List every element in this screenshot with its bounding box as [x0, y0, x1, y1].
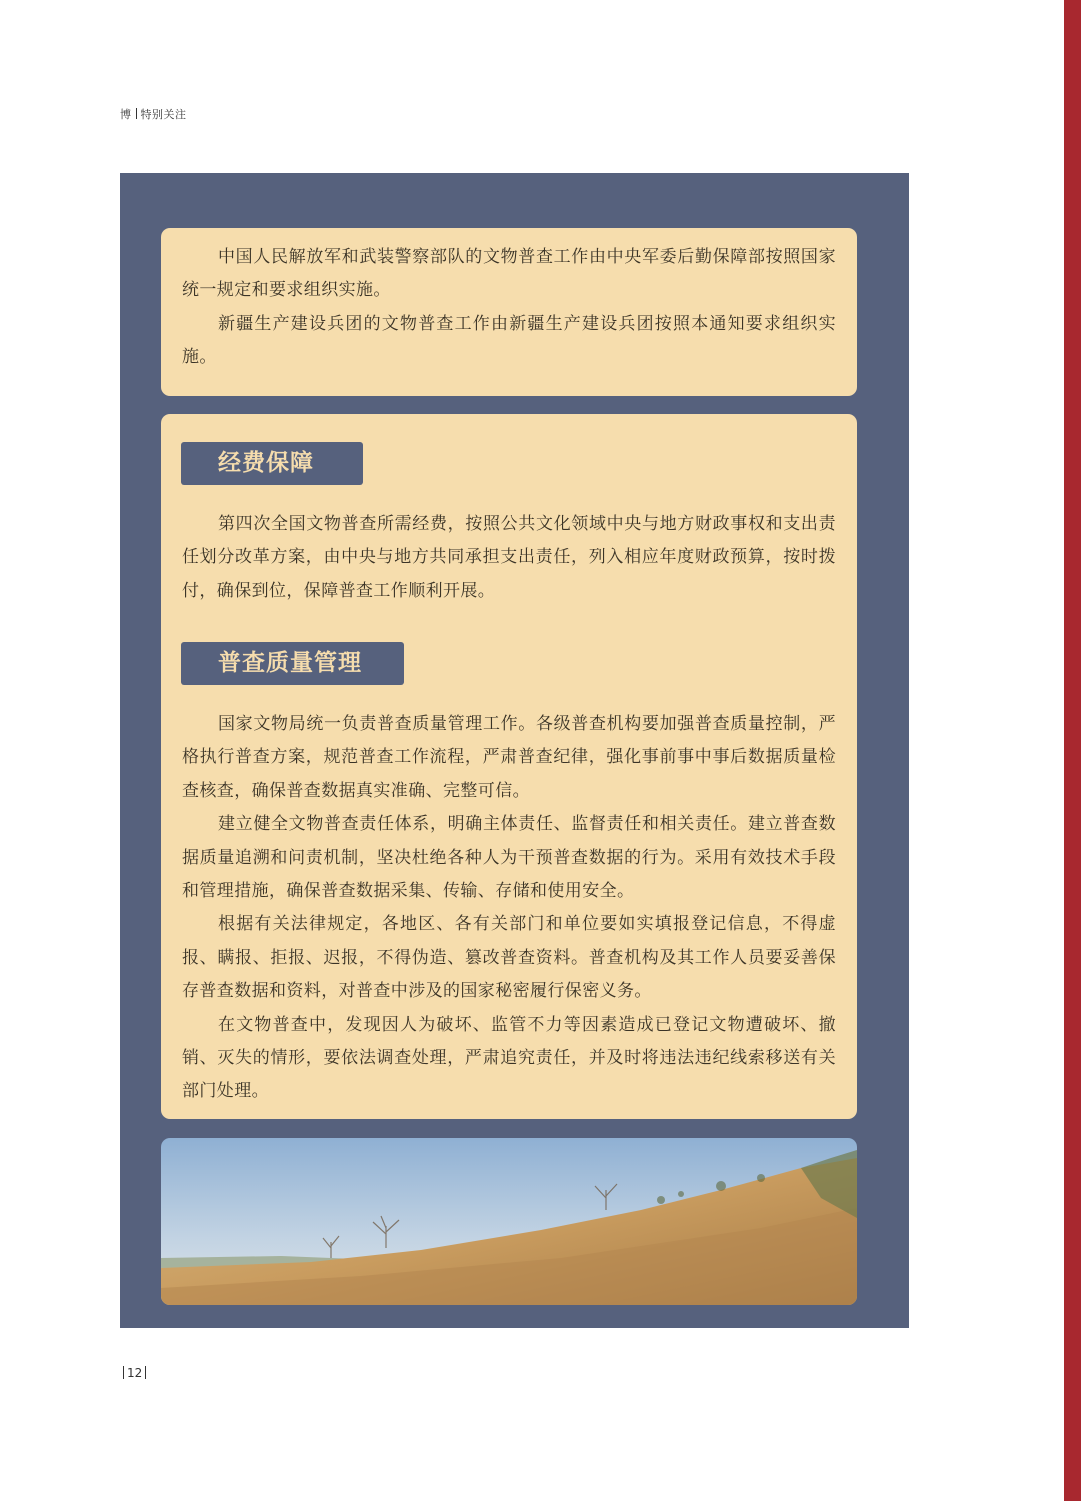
- quality-paragraph-2: 建立健全文物普查责任体系，明确主体责任、监督责任和相关责任。建立普查数据质量追溯和问责机制，坚决杜绝各种人为干预普查数据的行为。采用有效技术手段和管理措施，确保普查数据采集、传输、存储和使用安全。: [182, 814, 836, 902]
- quality-paragraph-4: 在文物普查中，发现因人为破坏、监管不力等因素造成已登记文物遭破坏、撤销、灭失的情形，要依法调查处理，严肃追究责任，并及时将违法违纪线索移送有关部门处理。: [182, 1014, 836, 1102]
- intro-paragraph-2: 新疆生产建设兵团的文物普查工作由新疆生产建设兵团按照本通知要求组织实施。: [182, 313, 836, 368]
- running-header: [120, 106, 187, 122]
- header-magazine-name: 博: [120, 108, 132, 121]
- intro-card: [161, 228, 857, 396]
- section-body-funding: [182, 508, 836, 608]
- page-number: 12: [127, 1366, 143, 1380]
- intro-paragraph-1: 中国人民解放军和武装警察部队的文物普查工作由中央军委后勤保障部按照国家统一规定和要求组织实施。: [182, 247, 836, 301]
- footer-bar-left: [123, 1366, 124, 1379]
- quality-paragraph-3: 根据有关法律规定，各地区、各有关部门和单位要如实填报登记信息，不得虚报、瞒报、拒报、迟报，不得伪造、篡改普查资料。普查机构及其工作人员要妥善保存普查数据和资料，对普查中涉及的国家秘密履行保密义务。: [182, 914, 836, 1002]
- section-heading-funding: 经费保障: [181, 442, 363, 485]
- header-section-name: 特别关注: [140, 108, 187, 121]
- section-heading-quality: 普查质量管理: [181, 642, 404, 685]
- section-body-quality: [182, 708, 836, 1109]
- main-card: [161, 414, 857, 1119]
- header-separator: [136, 108, 137, 119]
- landscape-photo: [161, 1138, 857, 1305]
- content-panel: [120, 173, 909, 1328]
- footer-bar-right: [145, 1366, 146, 1379]
- funding-paragraph-1: 第四次全国文物普查所需经费，按照公共文化领域中央与地方财政事权和支出责任划分改革方案，由中央与地方共同承担支出责任，列入相应年度财政预算，按时拨付，确保到位，保障普查工作顺利开展。: [182, 514, 836, 601]
- page-edge-accent-bar: [1064, 0, 1081, 1501]
- page-footer: [120, 1366, 149, 1380]
- landscape-illustration: [161, 1138, 857, 1305]
- quality-paragraph-1: 国家文物局统一负责普查质量管理工作。各级普查机构要加强普查质量控制，严格执行普查方案，规范普查工作流程，严肃普查纪律，强化事前事中事后数据质量检查核查，确保普查数据真实准确、完整可信。: [182, 714, 836, 801]
